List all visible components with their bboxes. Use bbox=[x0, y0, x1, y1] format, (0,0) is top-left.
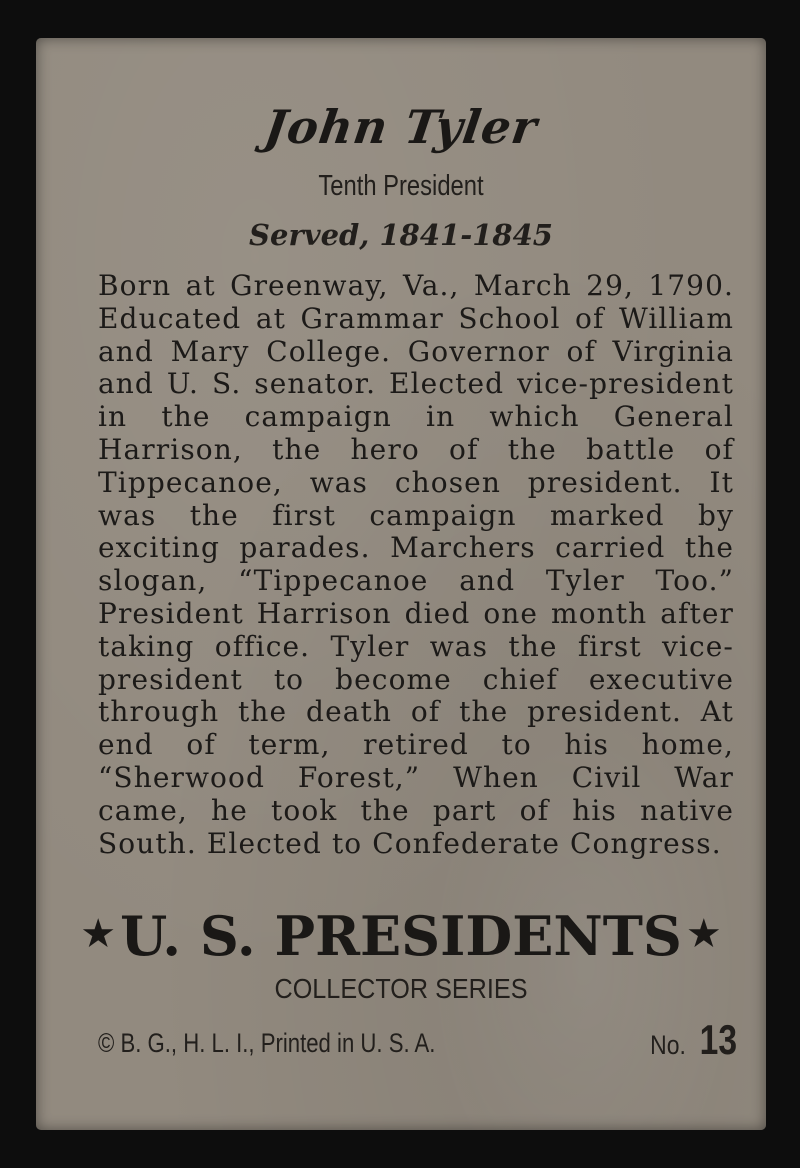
president-signature: John Tyler bbox=[261, 100, 541, 154]
series-title bbox=[36, 904, 766, 968]
card-number-label: No. bbox=[649, 1030, 686, 1060]
collector-series-label: COLLECTOR SERIES bbox=[274, 973, 528, 1004]
copyright-notice: © B. G., H. L. I., Printed in U. S. A. bbox=[98, 1028, 436, 1058]
card-number-value: 13 bbox=[699, 1016, 738, 1063]
biography-text: Born at Greenway, Va., March 29, 1790. Educated at Grammar School of William and Mary College. Governor of Virginia and U. S. senator. Elected vice-president in the campaign in which General Harrison, the hero of the battle of Tippecanoe, was chosen president. It was the first campaign marked by exciting parades. Marchers carried the slogan, “Tippecanoe and Tyler Too.” President Harrison died one month after taking office. Tyler was the first vice-president to become chief executive through the death of the president. At end of term, retired to his home, “Sherwood Forest,” When Civil War came, he took the part of his native South. Elected to Confederate Congress. bbox=[98, 269, 734, 860]
star-icon-right: ★ bbox=[685, 911, 722, 957]
president-ordinal-title: Tenth President bbox=[318, 170, 484, 202]
series-title-text: U. S. PRESIDENTS bbox=[120, 904, 682, 968]
star-icon-left: ★ bbox=[80, 911, 117, 957]
term-served: Served, 1841-1845 bbox=[249, 218, 553, 252]
card-number bbox=[647, 1016, 742, 1064]
trading-card-back bbox=[36, 38, 766, 1130]
